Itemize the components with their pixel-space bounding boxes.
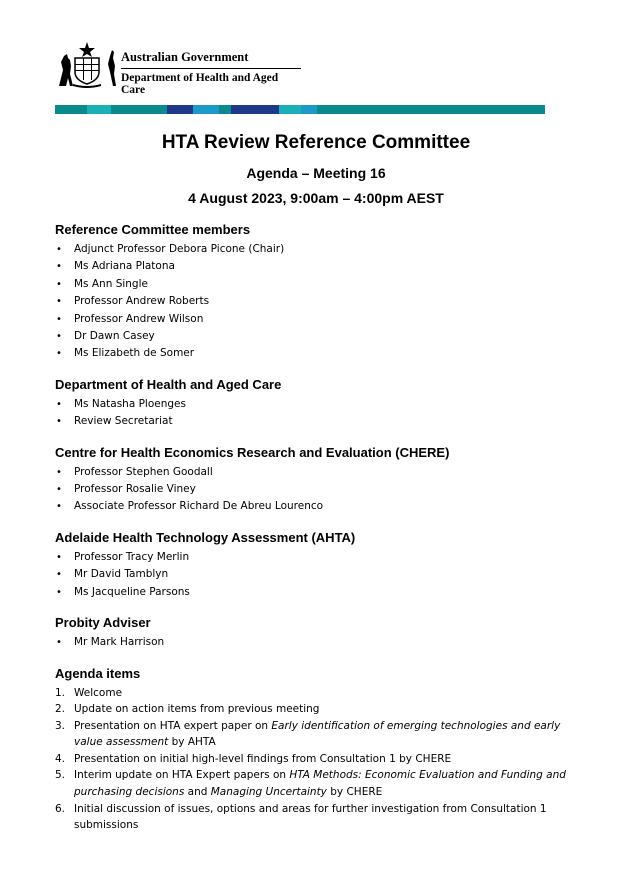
agenda-item [55,751,585,768]
department-name: Department of Health and Aged Care [121,72,279,96]
agenda-item-title-italic: Early identification of emerging technologies and early value assessment [74,719,561,749]
member-list [55,396,585,431]
member-list-item: • Ms Natasha Ploenges [55,396,585,413]
agenda-item-number: 6. [55,802,66,815]
section-heading: Reference Committee members [55,222,251,237]
band-segment [317,105,545,114]
band-segment [87,105,111,114]
member-list-item: • Mr David Tamblyn [55,566,585,583]
band-segment [279,105,301,114]
government-name: Australian Government [121,50,249,64]
member-list-item: • Associate Professor Richard De Abreu Lourenco [55,498,585,515]
agenda-item [55,685,585,702]
decorative-colour-band [55,105,545,114]
agenda-item [55,718,585,751]
agenda-item-text: Interim update on HTA Expert papers on [74,769,290,782]
agenda-item-number: 3. [55,719,66,732]
agenda-item-text: and [184,786,211,799]
band-segment [111,105,167,114]
agenda-item-text: by CHERE [326,786,383,799]
agenda-item-text: Initial discussion of issues, options and areas for further investigation from Consultation 1 submissions [74,802,547,832]
coat-of-arms-icon [55,40,119,88]
agenda-item-text: Update on action items from previous meeting [74,703,320,716]
member-section [55,615,585,651]
agenda-item-text: by AHTA [168,736,216,749]
member-section [55,530,585,601]
agenda-item-number: 4. [55,752,66,765]
agenda-heading: Agenda items [55,665,141,681]
member-list-item: • Review Secretariat [55,413,585,430]
member-list-item: • Dr Dawn Casey [55,328,585,345]
agenda-item-number: 1. [55,686,66,699]
member-section [55,445,585,516]
section-heading: Adelaide Health Technology Assessment (AHTA) [55,529,356,545]
member-list-item: • Ms Elizabeth de Somer [55,345,585,362]
band-segment [301,105,317,114]
member-list-item: • Ms Adriana Platona [55,258,585,275]
member-section [55,222,585,363]
member-list-item: • Professor Tracy Merlin [55,549,585,566]
government-logo [55,40,305,96]
member-section [55,377,585,431]
member-list-item: • Ms Ann Single [55,276,585,293]
member-list-item: • Professor Rosalie Viney [55,481,585,498]
member-list-item: • Professor Stephen Goodall [55,464,585,481]
section-heading: Department of Health and Aged Care [55,376,282,392]
agenda-item-number: 2. [55,703,66,716]
agenda-item-text: Welcome [74,686,123,699]
agenda-item-text: Presentation on HTA expert paper on [74,719,272,732]
agenda-item-number: 5. [55,769,66,782]
logo-divider [121,68,301,69]
member-list-item: • Ms Jacqueline Parsons [55,584,585,601]
document-body [55,222,585,848]
member-list [55,241,585,363]
member-list-item: • Professor Andrew Wilson [55,311,585,328]
member-list-item: • Professor Andrew Roberts [55,293,585,310]
agenda-item-text: Presentation on initial high-level findings from Consultation 1 by CHERE [74,752,452,765]
member-list-item: • Mr Mark Harrison [55,634,585,651]
agenda-subtitle: Agenda – Meeting 16 [246,165,386,181]
member-list [55,634,585,651]
member-list [55,549,585,601]
agenda-item [55,767,585,800]
band-segment [193,105,219,114]
document-title: HTA Review Reference Committee [161,132,471,153]
agenda-item [55,801,585,834]
member-list-item: • Adjunct Professor Debora Picone (Chair) [55,241,585,258]
band-segment [231,105,279,114]
agenda-item [55,701,585,718]
section-heading: Centre for Health Economics Research and Evaluation (CHERE) [55,444,450,460]
member-list [55,464,585,516]
section-heading: Probity Adviser [55,615,151,631]
band-segment [55,105,87,114]
band-segment [219,105,231,114]
band-segment [167,105,193,114]
agenda-section [55,666,585,834]
agenda-item-title-italic: Managing Uncertainty [210,786,327,799]
agenda-list [55,685,585,834]
meeting-date: 4 August 2023, 9:00am – 4:00pm AEST [188,190,444,206]
agenda-item-title-italic: HTA Methods: Economic Evaluation and Funding and purchasing decisions [74,769,566,799]
